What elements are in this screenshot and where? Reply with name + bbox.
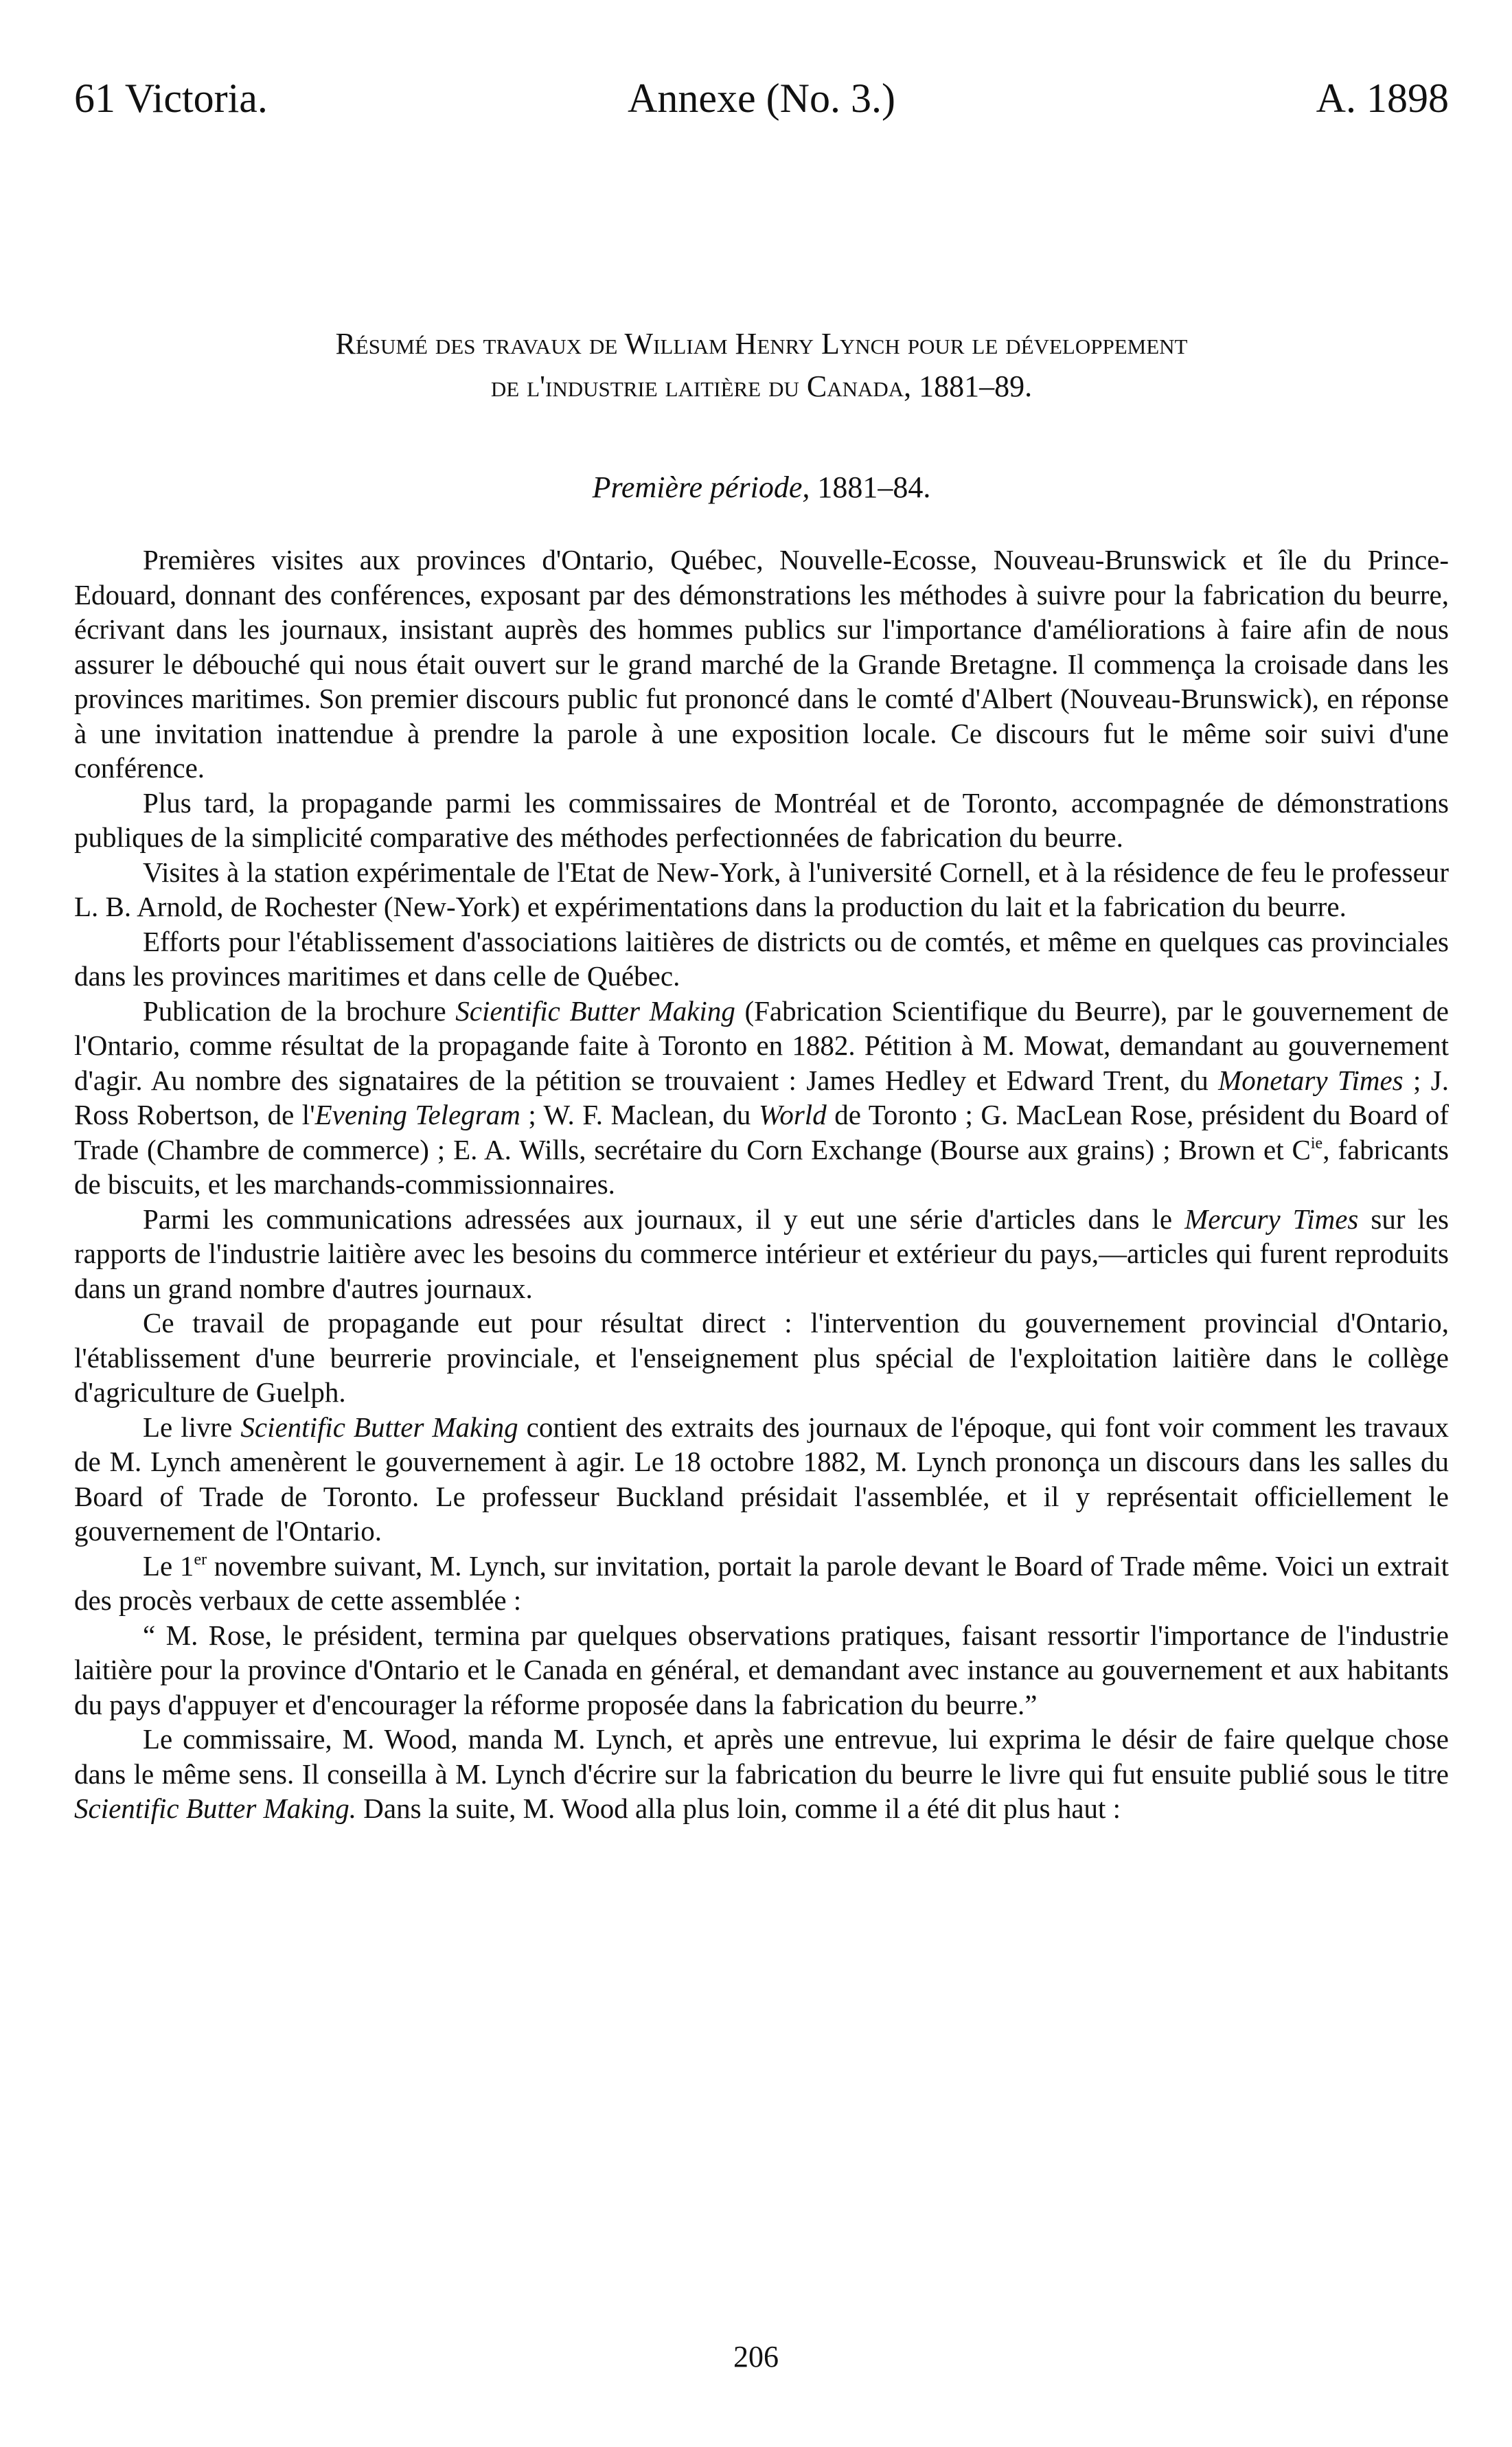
paragraph-november-meeting: Le 1er novembre suivant, M. Lynch, sur invitation, portait la parole devant le Board of Trade même. Voici un extrait des procès verbaux de cette assemblée :: [74, 1549, 1449, 1616]
paragraph-communications: Parmi les communications adressées aux journaux, il y eut une série d'articles dans le Mercury Times sur les rapports de l'industrie laitière avec les besoins du commerce intérieur et extérieur du pays,—articles qui furent reproduits dans un grand nombre d'autres journaux.: [74, 1203, 1449, 1304]
paragraph-result: Ce travail de propagande eut pour résultat direct : l'intervention du gouvernement provincial d'Ontario, l'établissement d'une beurrerie provinciale, et l'enseignement plus spécial de l'exploitation laitière dans le collège d'agriculture de Guelph.: [74, 1307, 1449, 1408]
title-line-2: de l'industrie laitière du Canada, 1881–89.: [490, 369, 1033, 403]
paragraph-quotation: “ M. Rose, le président, termina par quelques observations pratiques, faisant ressortir l'importance de l'industrie laitière pour la province d'Ontario et le Canada en général, et demandant avec instance au gouvernement et aux habitants du pays d'appuyer et d'encourager la réforme proposée dans la fabrication du beurre.”: [74, 1619, 1449, 1720]
section-heading: [74, 467, 1449, 508]
section-heading-years: 1881–84.: [810, 470, 931, 504]
paragraph-associations: Efforts pour l'établissement d'associations laitières de districts ou de comtés, et même en quelques cas provinciales dans les provinces maritimes et dans celle de Québec.: [74, 925, 1449, 992]
header-annex: Annexe (No. 3.): [628, 76, 895, 121]
header-year: A. 1898: [1316, 76, 1449, 121]
paragraph-commissioner: Le commissaire, M. Wood, manda M. Lynch, et après une entrevue, lui exprima le désir de faire quelque chose dans le même sens. Il conseilla à M. Lynch d'écrire sur la fabrication du beurre le livre qui fut ensuite publié sous le titre Scientific Butter Making. Dans la suite, M. Wood alla plus loin, comme il a été dit plus haut :: [74, 1723, 1449, 1824]
page-number: 206: [733, 2340, 779, 2374]
title-line-1: Résumé des travaux de William Henry Lynch pour le développement: [335, 327, 1188, 361]
body-text: [74, 543, 1449, 1826]
paragraph-first-visits: Premières visites aux provinces d'Ontario, Québec, Nouvelle-Ecosse, Nouveau-Brunswick et île du Prince-Edouard, donnant des conférences, exposant par des démonstrations les méthodes à suivre pour la fabrication du beurre, écrivant dans les journaux, insistant auprès des hommes publics sur l'importance d'améliorations à faire afin de nous assurer le débouché qui nous était ouvert sur le grand marché de la Grande Bretagne. Il commença la croisade dans les provinces maritimes. Son premier discours public fut prononcé dans le comté d'Albert (Nouveau-Brunswick), en réponse à une invitation inattendue à prendre la parole à une exposition locale. Ce discours fut le même soir suivi d'une conférence.: [74, 544, 1449, 784]
paragraph-book-extracts: Le livre Scientific Butter Making contient des extraits des journaux de l'époque, qui font voir comment les travaux de M. Lynch amenèrent le gouvernement à agir. Le 18 octobre 1882, M. Lynch prononça un discours dans les salles du Board of Trade de Toronto. Le professeur Buckland présidait l'assemblée, et il y représentait officiellement le gouvernement de l'Ontario.: [74, 1411, 1449, 1547]
running-header: [74, 74, 1449, 122]
paragraph-propaganda: Plus tard, la propagande parmi les commissaires de Montréal et de Toronto, accompagnée de démonstrations publiques de la simplicité comparative des méthodes perfectionnées de fabrication du beurre.: [74, 786, 1449, 853]
paragraph-visits-new-york: Visites à la station expérimentale de l'Etat de New-York, à l'université Cornell, et à la résidence de feu le professeur L. B. Arnold, de Rochester (New-York) et expérimentations dans la production du lait et la fabrication du beurre.: [74, 856, 1449, 922]
document-title: [74, 323, 1449, 408]
paragraph-publication: Publication de la brochure Scientific Butter Making (Fabrication Scientifique du Beurre), par le gouvernement de l'Ontario, comme résultat de la propagande faite à Toronto en 1882. Pétition à M. Mowat, demandant au gouvernement d'agir. Au nombre des signataires de la pétition se trouvaient : James Hedley et Edward Trent, du Monetary Times ; J. Ross Robertson, de l'Evening Telegram ; W. F. Maclean, du World de Toronto ; G. MacLean Rose, président du Board of Trade (Chambre de commerce) ; E. A. Wills, secrétaire du Corn Exchange (Bourse aux grains) ; Brown et $C^{ie}$, fabricants de biscuits, et les marchands-commissionnaires.: [74, 994, 1450, 1200]
section-heading-label: Première période,: [592, 470, 810, 504]
header-session: 61 Victoria.: [74, 76, 268, 121]
